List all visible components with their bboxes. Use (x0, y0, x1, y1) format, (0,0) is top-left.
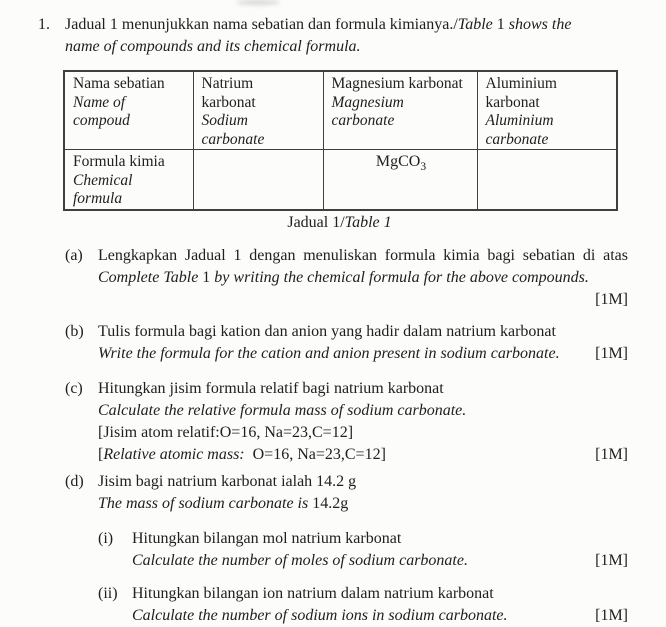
question-b-malay: Tulis formula bagi kation dan anion yang hadir dalam natrium karbonat (98, 322, 556, 340)
question-d-ii-english-row (132, 605, 628, 627)
row-label-en-2: formula (73, 190, 123, 207)
header-cell-compound-name (64, 71, 193, 150)
intro-english-table: Table (457, 16, 493, 33)
header-natrium-en-2: carbonate (201, 130, 265, 148)
caption-english: Table 1 (344, 213, 392, 231)
header-cell-aluminium (477, 71, 617, 150)
header-natrium-my-1: Natrium (201, 75, 254, 92)
question-a (38, 245, 628, 311)
mgco3-formula: MgCO (375, 153, 421, 170)
question-b (38, 321, 628, 365)
header-natrium-my-2: karbonat (201, 93, 256, 111)
question-a-en-1: Complete Table (98, 268, 199, 286)
question-c-bracket-open: [ (98, 445, 104, 463)
header-magnesium-en-2: carbonate (331, 112, 395, 129)
scan-artifact (236, 0, 280, 5)
question-a-malay: Lengkapkan Jadual 1 dengan menuliskan formula kimia bagi sebatian di atas (98, 246, 628, 264)
question-d-ii (38, 583, 628, 627)
question-c-atomic-mass-malay: [Jisim atom relatif:O=16, Na=23,C=12] (98, 423, 354, 441)
header-compound-en-2: compoud (73, 112, 130, 129)
question-a-en-num: 1 (198, 268, 215, 286)
question-b-english: Write the formula for the cation and anion present in sodium carbonate. (98, 344, 560, 362)
question-a-body (98, 245, 628, 311)
table-formula-row (64, 150, 617, 210)
question-d-malay: Jisim bagi natrium karbonat ialah 14.2 g (98, 472, 357, 490)
header-natrium-en-1: Sodium (201, 112, 248, 129)
question-a-english (98, 267, 628, 289)
question-d-label: (d) (65, 472, 84, 490)
question-a-en-2: by writing the chemical formula for the above compounds. (214, 268, 589, 286)
question-intro-text (65, 14, 571, 58)
row-label-en-1: Chemical (73, 171, 133, 189)
question-c-label: (c) (65, 379, 83, 397)
mgco3-subscript: 3 (420, 161, 427, 174)
header-magnesium-my: Magnesium karbonat (331, 75, 463, 92)
question-d-i-body (132, 528, 628, 572)
header-compound-my: Nama sebatian (73, 75, 165, 92)
question-d-ii-english: Calculate the number of sodium ions in sodium carbonate. (132, 606, 508, 624)
question-c-atomic-mass-english: Relative atomic mass: (103, 445, 245, 463)
question-c (38, 378, 628, 466)
question-d-i-english: Calculate the number of moles of sodium carbonate. (132, 551, 468, 569)
question-c-atomic-mass-values: O=16, Na=23,C=12] (244, 445, 386, 463)
question-1-intro (38, 14, 628, 58)
question-c-mark: [1M] (595, 445, 628, 463)
question-d (38, 471, 628, 515)
question-d-ii-mark: [1M] (595, 606, 628, 624)
question-d-i-mark: [1M] (595, 551, 628, 569)
question-c-body (98, 378, 628, 466)
question-d-ii-malay: Hitungkan bilangan ion natrium dalam natrium karbonat (132, 584, 494, 602)
question-c-atomic-mass-english-row (98, 444, 628, 466)
question-a-label: (a) (65, 246, 83, 264)
header-aluminium-en-1: Aluminium (485, 112, 554, 129)
question-d-english: The mass of sodium carbonate is (98, 494, 313, 512)
question-d-body (98, 471, 628, 515)
intro-malay-text: Jadual 1 menunjukkan nama sebatian dan formula kimianya./ (65, 16, 458, 33)
intro-line-1 (65, 14, 571, 36)
question-d-i-english-row (132, 550, 628, 572)
row-label-cell (64, 150, 193, 210)
header-aluminium-en-2: carbonate (485, 130, 549, 148)
question-c-english: Calculate the relative formula mass of sodium carbonate. (98, 401, 467, 419)
question-number: 1. (38, 16, 50, 33)
question-d-i (38, 528, 628, 572)
intro-english-text-a: shows the (508, 16, 572, 33)
intro-table-number: 1 (492, 16, 509, 33)
question-d-i-malay: Hitungkan bilangan mol natrium karbonat (132, 529, 402, 547)
table-1-wrapper (63, 70, 628, 211)
question-d-english-row (98, 493, 628, 515)
header-compound-en-1: Name of (73, 93, 126, 111)
compound-formula-table (63, 70, 618, 211)
question-a-mark: [1M] (595, 290, 628, 308)
question-b-mark: [1M] (595, 344, 628, 362)
question-d-ii-body (132, 583, 628, 627)
cell-natrium-formula-empty (193, 150, 323, 210)
cell-magnesium-formula (323, 150, 477, 210)
header-magnesium-en-1: Magnesium (331, 93, 404, 111)
row-label-my: Formula kimia (73, 153, 165, 170)
cell-aluminium-formula-empty (477, 150, 617, 210)
header-aluminium-my-1: Aluminium (485, 75, 557, 92)
caption-malay: Jadual 1/ (287, 213, 345, 231)
question-d-mass-value: 14.2g (312, 494, 349, 512)
question-c-malay: Hitungkan jisim formula relatif bagi natrium karbonat (98, 379, 444, 397)
table-header-row (64, 71, 617, 150)
question-b-body (98, 321, 628, 365)
header-cell-magnesium (323, 71, 477, 150)
table-caption (63, 213, 616, 233)
intro-line-2: name of compounds and its chemical formula. (65, 38, 361, 55)
question-b-english-row (98, 343, 628, 365)
question-d-i-label: (i) (98, 529, 114, 547)
question-d-ii-label: (ii) (98, 584, 118, 602)
header-aluminium-my-2: karbonat (485, 93, 540, 111)
question-b-label: (b) (65, 322, 84, 340)
header-cell-natrium (193, 71, 323, 150)
